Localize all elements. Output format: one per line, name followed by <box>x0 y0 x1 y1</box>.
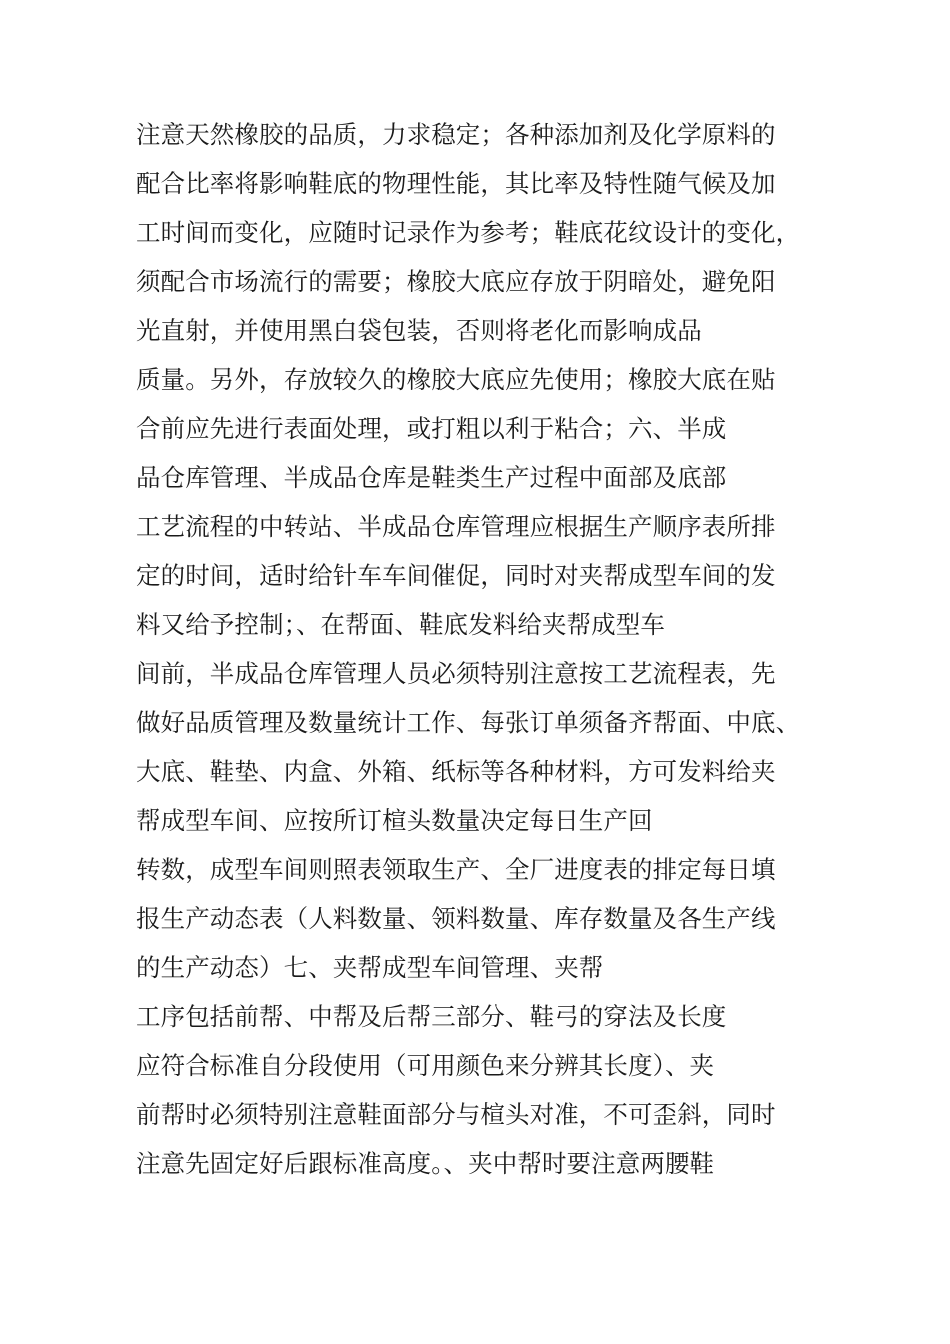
text-line-11: 料又给予控制；、在帮面、鞋底发料给夹帮成型车 <box>136 610 665 639</box>
text-line-10: 定的时间，适时给针车车间催促，同时对夹帮成型车间的发 <box>136 561 776 590</box>
text-line-13: 做好品质管理及数量统计工作、每张订单须备齐帮面、中底、 <box>136 708 801 737</box>
text-line-21: 前帮时必须特别注意鞋面部分与楦头对准，不可歪斜，同时 <box>136 1100 776 1129</box>
text-line-6: 质量。另外，存放较久的橡胶大底应先使用；橡胶大底在贴 <box>136 365 776 394</box>
text-line-5: 光直射，并使用黑白袋包装，否则将老化而影响成品 <box>136 316 702 345</box>
text-line-14: 大底、鞋垫、内盒、外箱、纸标等各种材料，方可发料给夹 <box>136 757 776 786</box>
text-line-3: 工时间而变化，应随时记录作为参考；鞋底花纹设计的变化， <box>136 218 801 247</box>
text-line-20: 应符合标准自分段使用（可用颜色来分辨其长度）、夹 <box>136 1051 715 1080</box>
text-line-12: 间前，半成品仓库管理人员必须特别注意按工艺流程表，先 <box>136 659 776 688</box>
text-line-8: 品仓库管理、半成品仓库是鞋类生产过程中面部及底部 <box>136 463 727 492</box>
text-line-2: 配合比率将影响鞋底的物理性能，其比率及特性随气候及加 <box>136 169 776 198</box>
text-line-18: 的生产动态）七、夹帮成型车间管理、夹帮 <box>136 953 604 982</box>
text-line-22: 注意先固定好后跟标准高度。、夹中帮时要注意两腰鞋 <box>136 1149 715 1178</box>
body-text <box>136 110 826 1188</box>
text-line-19: 工序包括前帮、中帮及后帮三部分、鞋弓的穿法及长度 <box>136 1002 727 1031</box>
text-line-7: 合前应先进行表面处理，或打粗以利于粘合；六、半成 <box>136 414 727 443</box>
text-line-9: 工艺流程的中转站、半成品仓库管理应根据生产顺序表所排 <box>136 512 776 541</box>
text-line-16: 转数，成型车间则照表领取生产、全厂进度表的排定每日填 <box>136 855 776 884</box>
text-line-4: 须配合市场流行的需要；橡胶大底应存放于阴暗处，避免阳 <box>136 267 776 296</box>
text-line-1: 注意天然橡胶的品质，力求稳定；各种添加剂及化学原料的 <box>136 120 776 149</box>
text-line-17: 报生产动态表（人料数量、领料数量、库存数量及各生产线 <box>136 904 776 933</box>
text-line-15: 帮成型车间、应按所订楦头数量决定每日生产回 <box>136 806 653 835</box>
